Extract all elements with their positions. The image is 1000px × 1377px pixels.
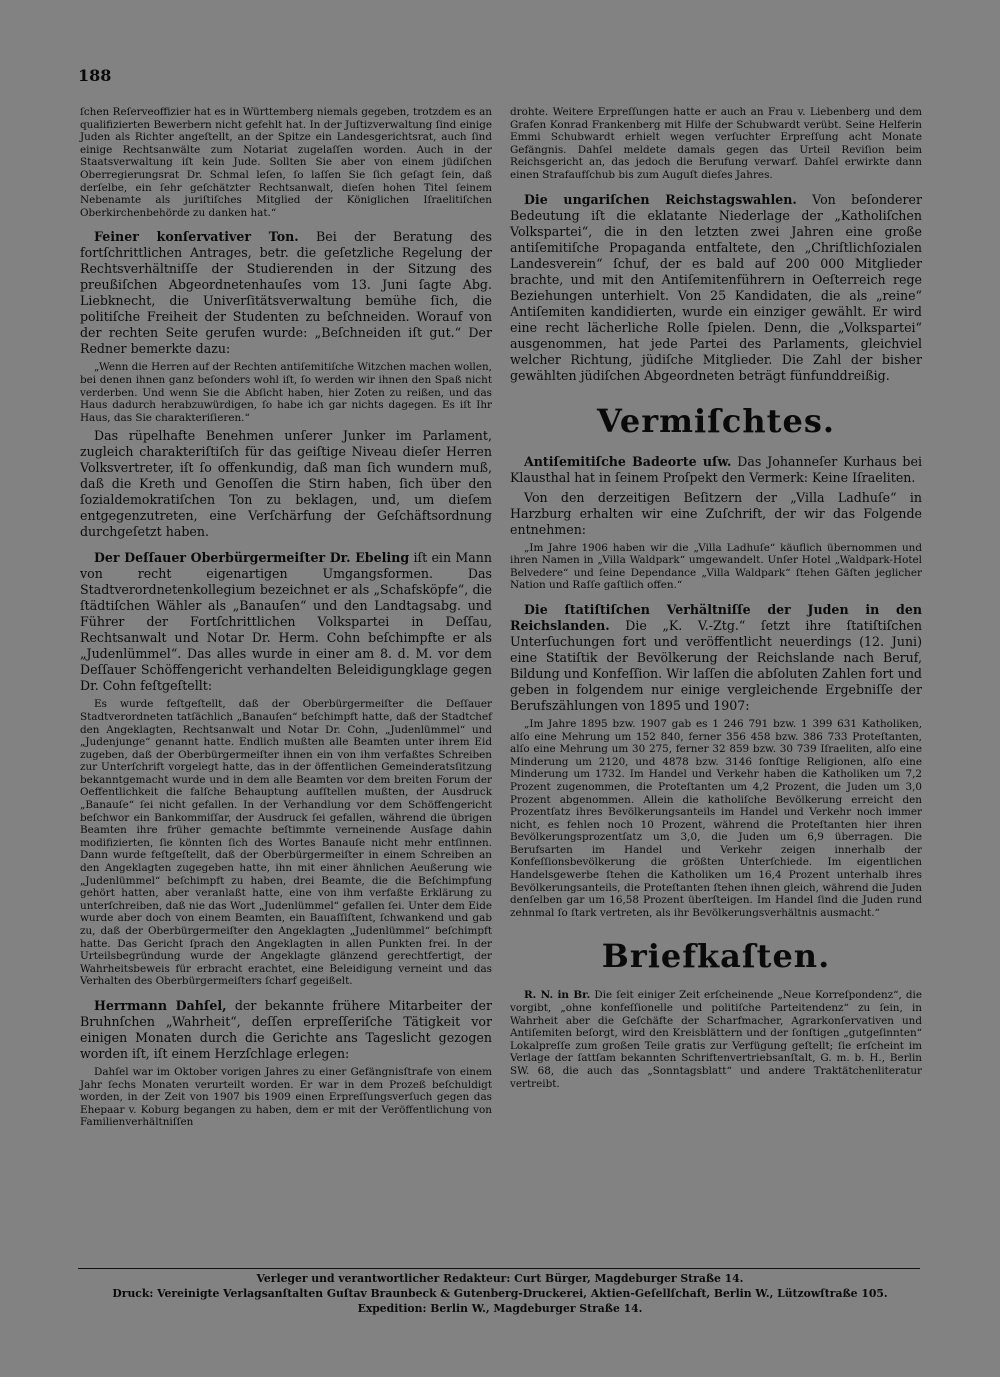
imprint-publisher: Verleger und verantwortlicher Redakteur: Curt Bürger, Magdeburger Straße 14. [256,1272,744,1285]
imprint-printer: Druck: Vereinigte Verlagsanſtalten Guſtav Braunbeck & Gutenberg-Druckerei, Aktien-Geſellſchaft, Berlin W., Lützowſtraße 105. [112,1287,888,1300]
article-text: Bei der Beratung des fortſchrittlichen Antrages, betr. die geſetzliche Regelung der Rechtsverhältniſſe der Studierenden in der Sitzung des preußiſchen Abgeordnetenhauſes vom 13. Juni ſagte Abg. Liebknecht, die Univerſitätsverwaltung bemühe ſich, die politiſche Freiheit der Studenten zu beſchneiden. Worauf von der rechten Seite gerufen wurde: „Beſchneiden iſt gut.“ Der Redner bemerkte dazu: [80,229,492,357]
article-quote: Dahſel war im Oktober vorigen Jahres zu einer Gefängnisſtrafe von einem Jahr ſechs Monaten verurteilt worden. Er war in dem Prozeß beſchuldigt worden, in der Zeit von 1907 bis 1909 einen Erpreſſungsverſuch gegen das Ehepaar v. Koburg begangen zu haben, dem er mit der Veröffentlichung von Familienverhältniſſen [80,1065,492,1129]
imprint-expedition: Expedition: Berlin W., Magdeburger Straße 14. [357,1302,643,1315]
left-column [80,106,492,1133]
article-text: Das rüpelhafte Benehmen unſerer Junker im Parlament, zugleich charakteriſtiſch für das geiſtige Niveau dieſer Herren Volksvertreter, iſt ſo offenkundig, daß man ſich wundern muß, daß die Kreth und Genoſſen die Stirn haben, ſich über den ſozialdemokratiſchen Ton zu beklagen, und, um dieſem entgegenzutreten, eine Verſchärfung der Geſchäftsordnung durchgeſetzt haben. [80,428,492,540]
section-title-vermischtes: Vermiſchtes. [597,401,835,440]
article-heading: Die ſtatiſtiſchen Verhältniſſe der Juden in den Reichslanden. [510,601,922,633]
article-feiner-ton [80,229,492,357]
article-text: Das Johanneſer Kurhaus bei Klausthal hat in ſeinem Proſpekt den Vermerk: Keine Iſraeliten. [510,453,922,485]
article-briefkasten [510,989,922,1090]
article-dessauer [80,550,492,694]
article-quote: „Im Jahre 1906 haben wir die „Villa Ladhuſe“ käuflich übernommen und ihren Namen in „Villa Waldpark“ umgewandelt. Unſer Hotel „Waldpark-Hotel Belvedere“ und ſeine Dependance „Villa Waldpark“ ſtehen Gäſten jeglicher Nation und Raſſe gaſtlich offen.“ [510,541,922,592]
article-text: Die ſeit einiger Zeit erſcheinende „Neue Korreſpondenz“, die vorgibt, „ohne konfeſſionelle und politiſche Parteitendenz“ zu ſein, in Wahrheit aber die Geſchäfte der Scharfmacher, Agrarkonſervativen und Antiſemiten beſorgt, wird den Kreisblättern und der ſonſtigen „gutgeſinnten“ Lokalpreſſe zum großen Teile gratis zur Verfügung geſtellt; ſie erſcheint im Verlage der ſattſam bekannten Schriftenvertriebsanſtalt, G. m. b. H., Berlin SW. 68, die auch das „Sonntagsblatt“ und andere Traktätchenliteratur vertreibt. [510,989,922,1090]
intro-paragraph: ſchen Reſerveoffizier hat es in Württemberg niemals gegeben, trotzdem es an qualifizierten Bewerbern nicht gefehlt hat. In der Juſtizverwaltung ſind einige Juden als Richter angeſtellt, an der Spitze ein Landesgerichtsrat, auch ſind einige Rechtsanwälte zum Notariat zugelaſſen worden. Auch in der Staatsverwaltung iſt kein Jude. Sollten Sie aber von einem jüdiſchen Oberregierungsrat Dr. Schmal leſen, ſo laſſen Sie ſich geſagt ſein, daß derſelbe, ein ſehr geſchätzter Rechtsanwalt, dieſen hohen Titel ſeinem Nebenamte als juriſtiſches Mitglied der Königlichen Iſraelitiſchen Oberkirchenbehörde zu danken hat.“ [80,106,492,219]
article-statistik [510,602,922,714]
article-text: iſt ein Mann von recht eigenartigen Umgangsformen. Das Stadtverordnetenkollegium bezeichnet er als „Schafsköpfe“, die ſtädtiſchen Wähler als „Banauſen“ und den Landtagsabg. und Führer der Fortſchrittlichen Volkspartei in Deſſau, Rechtsanwalt und Notar Dr. Herm. Cohn beſchimpfte er als „Judenlümmel“. Das alles wurde in einer am 8. d. M. vor dem Deſſauer Schöffengericht verhandelten Beleidigungklage gegen Dr. Cohn feſtgeſtellt: [80,550,492,694]
article-heading: Herrmann Dahſel, [94,997,227,1013]
article-dahsel [80,998,492,1062]
imprint-rule [78,1268,920,1269]
page-number: 188 [78,66,112,85]
article-ungarn [510,192,922,384]
article-badeorte [510,454,922,486]
article-heading: Die ungariſchen Reichstagswahlen. [524,191,797,207]
article-quote: „Wenn die Herren auf der Rechten antiſemitiſche Witzchen machen wollen, bei denen ihnen ganz beſonders wohl iſt, ſo werden wir ihnen den Spaß nicht verderben. Und wenn Sie die Abſicht haben, hier Zoten zu reißen, und das Haus dadurch herabzuwürdigen, ſo habe ich gar nichts dagegen. Es iſt Ihr Haus, das Sie charakteriſieren.“ [80,361,492,424]
continuation-paragraph: drohte. Weitere Erpreſſungen hatte er auch an Frau v. Liebenberg und dem Grafen Konrad Frankenberg mit Hilfe der Schubwardt verübt. Seine Helferin Emmi Schubwardt erhielt wegen verſuchter Erpreſſung acht Monate Gefängnis. Dahſel meldete damals gegen das Urteil Reviſion beim Reichsgericht an, das jedoch die Berufung verwarf. Dahſel erwirkte dann einen Strafaufſchub bis zum Auguſt dieſes Jahres. [510,106,922,181]
article-text: Von beſonderer Bedeutung iſt die eklatante Niederlage der „Katholiſchen Volkspartei“, die in den letzten zwei Jahren eine große antiſemitiſche Propaganda entfaltete, den „Chriſtlichſozialen Landesverein“ ſchuf, der es bald auf 200 000 Mitglieder brachte, und mit den Antiſemitenführern in Oeſterreich rege Beziehungen unterhielt. Von 25 Kandidaten, die als „reine“ Antiſemiten kandidierten, wurde ein einziger gewählt. Er wird eine recht lächerliche Rolle ſpielen. Denn, die „Volkspartei“ ausgenommen, hat jede Partei des Parlaments, gleichviel welcher Richtung, jüdiſche Mitglieder. Die Zahl der bisher gewählten jüdiſchen Abgeordneten beträgt fünfunddreißig. [510,191,922,383]
article-text: Die „K. V.-Ztg.“ ſetzt ihre ſtatiſtiſchen Unterſuchungen fort und veröffentlicht neuerdings (12. Juni) eine Statiſtik der Bevölkerung der Reichslande nach Beruf, Bildung und Konfeſſion. Wir laſſen die abſoluten Zahlen fort und geben in folgendem nur einige vergleichende Ergebniſſe der Berufszählungen von 1895 und 1907: [510,617,922,713]
article-quote: „Im Jahre 1895 bzw. 1907 gab es 1 246 791 bzw. 1 399 631 Katholiken, alſo eine Mehrung um 152 840, ferner 356 458 bzw. 386 733 Proteſtanten, alſo eine Mehrung um 30 275, ferner 32 859 bzw. 30 739 Iſraeliten, alſo eine Minderung um 2120, und 4878 bzw. 3146 ſonſtige Religionen, alſo eine Minderung um 1732. Im Handel und Verkehr haben die Katholiken um 7,2 Prozent zugenommen, die Proteſtanten um 4,2 Prozent, die Juden um 3,0 Prozent abgenommen. Allein die katholiſche Bevölkerung erreicht den Prozentſatz ihres Bevölkerungsanteils im Handel und Verkehr noch immer nicht, es fehlen noch 10 Prozent, während die Proteſtanten hier ihren Bevölkerungsprozentſatz um 3,0, die Juden um 6,9 überragen. Die Berufsarten im Handel und Verkehr zeigen innerhalb der Konfeſſionsbevölkerung die größten Unterſchiede. Im eigentlichen Handelsgewerbe ſtehen die Katholiken um 16,4 Prozent unterhalb ihres Bevölkerungsanteils, die Proteſtanten ſtehen ihnen gleich, während die Juden denſelben gar um 16,58 Prozent überſteigen. Im Handel ſind die Juden rund zehnmal ſo ſtark vertreten, als ihr Bevölkerungsverhältnis ausmacht.“ [510,717,922,919]
article-heading: R. N. in Br. [524,989,591,1002]
section-title-briefkasten: Briefkaſten. [601,937,831,976]
article-heading: Antiſemitiſche Badeorte uſw. [524,453,732,469]
article-text: Von den derzeitigen Beſitzern der „Villa Ladhuſe“ in Harzburg erhalten wir eine Zuſchrift, der wir das Folgende entnehmen: [510,489,922,537]
article-quote: Es wurde feſtgeſtellt, daß der Oberbürgermeiſter die Deſſauer Stadtverordneten tatſächlich „Banauſen“ beſchimpft hatte, daß der Stadtchef den Angeklagten, Rechtsanwalt und Notar Dr. Cohn, „Judenlümmel“ und „Judenjunge“ genannt hatte. Endlich mußten alle Beamten unter ihrem Eid zugeben, daß der Oberbürgermeiſter ihnen ein von ihm verfaßtes Schreiben zur Unterſchrift vorgelegt hatte, das in der öffentlichen Gemeinderatsſitzung bekanntgemacht wurde und in dem alle Beamten vor dem breiten Forum der Oeffentlichkeit die falſche Behauptung aufſtellen mußten, der Ausdruck „Banauſe“ ſei nicht gefallen. In der Verhandlung vor dem Schöffengericht beſchwor ein Bankommiſſar, der Ausdruck ſei gefallen, während die übrigen Beamten ihre früher gemachte beſtimmte verneinende Ausſage dahin modifizierten, ſie könnten ſich des Wortes Banauſe nicht mehr entſinnen. Dann wurde feſtgeſtellt, daß der Oberbürgermeiſter in einem Schreiben an den Angeklagten zugegeben hatte, ihn mit einer ähnlichen Aeußerung wie „Judenlümmel“ beſchimpft zu haben, drei Beamte, die die Beſchimpfung gehört hatten, aber veranlaßt hatte, eine von ihm verfaßte Erklärung zu unterſchreiben, daß nie das Wort „Judenlümmel“ gefallen ſei. Unter dem Eide wurde aber doch von einem Beamten, ein Bauaſſiſtent, ſchwankend und gab zu, daß der Oberbürgermeiſter den Angeklagten „Judenlümmel“ beſchimpft hatte. Das Gericht ſprach den Angeklagten in allen Punkten frei. In der Urteilsbegründung wurde der Angeklagte glänzend gerechtfertigt, der Wahrheitsbeweis für erbracht erachtet, eine Beleidigung verneint und das Verhalten des Oberbürgermeiſters ſcharf gegeißelt. [80,698,492,988]
article-text: der bekannte frühere Mitarbeiter der Bruhnſchen „Wahrheit“, deſſen erpreſſeriſche Tätigkeit vor einigen Monaten durch die Gerichte ans Tageslicht gezogen worden iſt, iſt einem Herzſchlage erlegen: [80,997,492,1061]
article-heading: Feiner konſervativer Ton. [94,229,299,245]
article-heading: Der Deſſauer Oberbürgermeiſter Dr. Ebeling [94,550,410,566]
right-column [510,106,922,1094]
